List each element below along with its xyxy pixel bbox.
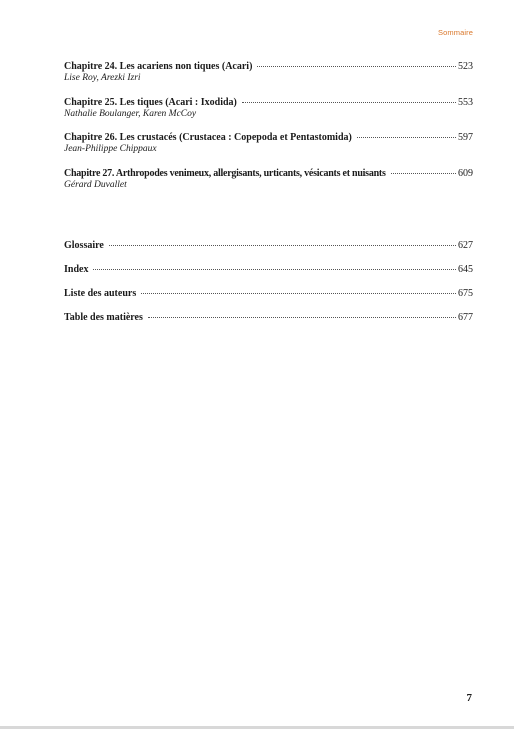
toc-entry-authors: Lise Roy, Arezki Izri	[64, 73, 141, 83]
toc-entry-page: 523	[458, 61, 473, 72]
toc-entry-title: Chapitre 25. Les tiques (Acari : Ixodida)	[64, 97, 237, 108]
dot-leader	[148, 317, 456, 318]
dot-leader	[391, 173, 456, 174]
toc-entry-table-des-matieres[interactable]	[64, 312, 473, 336]
toc-entry-authors: Jean-Philippe Chippaux	[64, 144, 157, 154]
toc-entry-page: 677	[458, 312, 473, 323]
toc-entry-authors: Gérard Duvallet	[64, 180, 127, 190]
dot-leader	[242, 102, 456, 103]
toc-entry-page: 627	[458, 240, 473, 251]
toc-entry-authors: Nathalie Boulanger, Karen McCoy	[64, 109, 197, 119]
dot-leader	[141, 293, 456, 294]
toc-entry-title: Liste des auteurs	[64, 288, 137, 299]
dot-leader	[257, 66, 456, 67]
toc-entry-page: 675	[458, 288, 473, 299]
toc-entry-chapter-27[interactable]	[64, 168, 473, 204]
toc-entry-glossaire[interactable]	[64, 240, 473, 264]
toc-entry-title: Chapitre 27. Arthropodes venimeux, allergisants, urticants, vésicants et nuisants	[64, 168, 386, 179]
toc-entry-page: 553	[458, 97, 473, 108]
toc-entry-title: Index	[64, 264, 89, 275]
dot-leader	[109, 245, 456, 246]
toc-entry-chapter-25[interactable]	[64, 97, 473, 132]
page-number: 7	[466, 692, 472, 704]
running-head: Sommaire	[438, 28, 473, 37]
toc-backmatter	[64, 240, 473, 336]
toc-entry-title: Glossaire	[64, 240, 104, 251]
toc-entry-chapter-26[interactable]	[64, 132, 473, 168]
toc-entry-index[interactable]	[64, 264, 473, 288]
toc-entry-page: 597	[458, 132, 473, 143]
toc-entry-title: Chapitre 26. Les crustacés (Crustacea : Copepoda et Pentastomida)	[64, 132, 352, 143]
toc-entry-page: 645	[458, 264, 473, 275]
toc-entry-liste-des-auteurs[interactable]	[64, 288, 473, 312]
toc-entry-page: 609	[458, 168, 473, 179]
toc-entry-title: Chapitre 24. Les acariens non tiques (Acari)	[64, 61, 253, 72]
dot-leader	[93, 269, 456, 270]
toc-chapters	[64, 61, 473, 204]
toc-entry-title: Table des matières	[64, 312, 143, 323]
toc-entry-chapter-24[interactable]	[64, 61, 473, 97]
dot-leader	[357, 137, 456, 138]
